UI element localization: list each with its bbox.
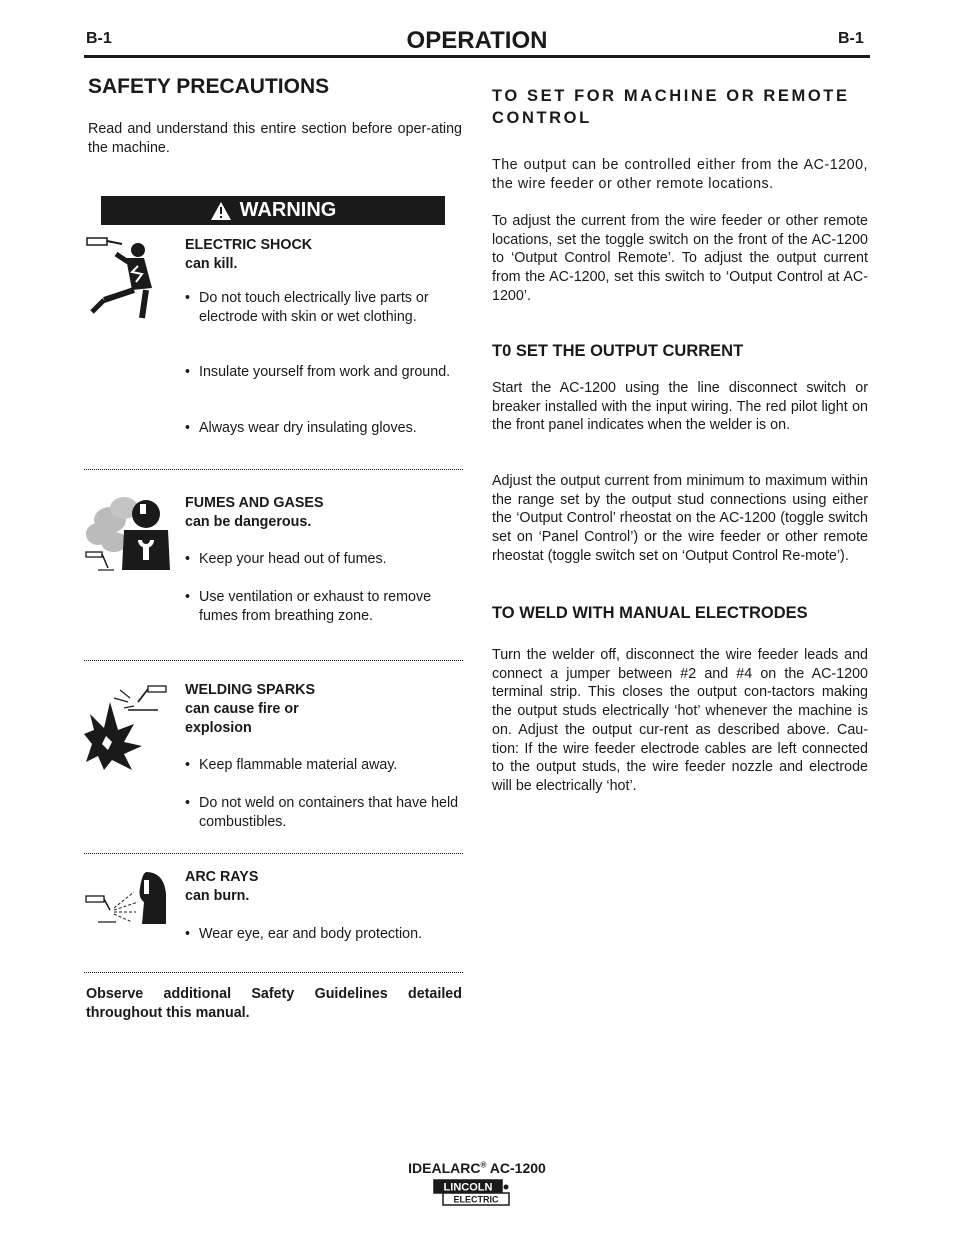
welding-sparks-title: WELDING SPARKS (185, 682, 315, 698)
bullet-item (185, 756, 460, 775)
welding-sparks-subtitle-2: explosion (185, 720, 252, 736)
warning-banner (101, 196, 445, 225)
section-divider (84, 972, 463, 973)
bullet-text: Do not touch electrically live parts or electrode with skin or wet clothing. (199, 290, 429, 325)
lincoln-electric-logo (433, 1179, 511, 1206)
welding-sparks-icon (84, 684, 176, 772)
bullet-text: Keep your head out of fumes. (199, 551, 387, 567)
footer-product (0, 1160, 954, 1176)
bullet-item (185, 588, 460, 626)
page-number-right: B-1 (838, 30, 864, 47)
bullet-text: Always wear dry insulating gloves. (199, 420, 417, 436)
manual-electrodes-text: Turn the welder off, disconnect the wire feeder leads and connect a jumper between #2 and #4 on the AC-1200 terminal strip. This closes the output con-tactors making the output studs electrically ‘hot’ whenever the machine is on. Adjust the output cur-rent as described above. Cau-tion: If the wire feeder electrode cables are left connected to the output studs, the wire feeder nozzle and electrode will be electrically ‘hot’. (492, 647, 868, 794)
bullet-dot: • (185, 795, 191, 811)
bullet-dot: • (185, 420, 191, 436)
electric-shock-subtitle: can kill. (185, 256, 238, 272)
bullet-item (185, 794, 460, 832)
registered-mark: ® (480, 1160, 487, 1170)
bullet-dot: • (185, 364, 191, 380)
bullet-dot: • (185, 757, 191, 773)
bullet-item (185, 925, 460, 944)
output-current-text-1: Start the AC-1200 using the line disconnect switch or breaker installed with the input wiring. The red pilot light on the front panel indicates when the welder is on. (492, 380, 868, 434)
header-rule (84, 55, 870, 58)
safety-heading: SAFETY PRECAUTIONS (88, 75, 330, 98)
welding-sparks-subtitle: can cause fire or (185, 701, 299, 717)
arc-rays-subtitle: can burn. (185, 888, 250, 904)
logo-text-lincoln: LINCOLN (443, 1181, 493, 1194)
footer-model: AC-1200 (489, 1160, 546, 1176)
logo-text-electric: ELECTRIC (453, 1194, 499, 1205)
warning-triangle-icon (210, 201, 232, 221)
bullet-text: Keep flammable material away. (199, 757, 398, 773)
bullet-text: Use ventilation or exhaust to remove fumes from breathing zone. (199, 589, 432, 624)
fumes-title: FUMES AND GASES (185, 495, 324, 511)
electric-shock-title: ELECTRIC SHOCK (185, 237, 313, 253)
fumes-subtitle: can be dangerous. (185, 514, 312, 530)
section-divider (84, 469, 463, 470)
section-divider (84, 660, 463, 661)
output-current-heading: T0 SET THE OUTPUT CURRENT (492, 342, 744, 360)
arc-rays-title: ARC RAYS (185, 869, 259, 885)
machine-remote-heading: TO SET FOR MACHINE OR REMOTE CONTROL (492, 87, 850, 127)
arc-rays-icon (84, 868, 176, 928)
bullet-text: Insulate yourself from work and ground. (199, 364, 451, 380)
section-divider (84, 853, 463, 854)
manual-electrodes-heading: TO WELD WITH MANUAL ELECTRODES (492, 604, 808, 622)
bullet-item (185, 363, 460, 382)
fumes-icon (84, 494, 176, 574)
intro-text: Read and understand this entire section before oper-ating the machine. (88, 121, 462, 156)
electric-shock-icon (86, 236, 172, 320)
page-title: OPERATION (406, 27, 548, 54)
footer-product-name: IDEALARC (408, 1160, 481, 1176)
bullet-dot: • (185, 551, 191, 567)
observe-note: Observe additional Safety Guidelines detailed throughout this manual. (86, 986, 462, 1021)
bullet-dot: • (185, 290, 191, 306)
machine-remote-text-2: To adjust the current from the wire feeder or other remote locations, set the toggle switch on the front of the AC-1200 to ‘Output Control Remote’. To adjust the output current from the AC-1200, set this switch to ‘Output Control at AC-1200’. (492, 213, 868, 304)
warning-label: WARNING (239, 199, 337, 221)
bullet-text: Do not weld on containers that have held combustibles. (199, 795, 459, 830)
bullet-item (185, 550, 460, 569)
bullet-text: Wear eye, ear and body protection. (199, 926, 423, 942)
bullet-item (185, 289, 460, 327)
bullet-item (185, 419, 460, 438)
bullet-dot: • (185, 926, 191, 942)
bullet-dot: • (185, 589, 191, 605)
machine-remote-text-1: The output can be controlled either from the AC-1200, the wire feeder or other remote locations. (492, 157, 868, 192)
output-current-text-2: Adjust the output current from minimum to maximum within the range set by the output stud connections using either the ‘Output Control’ rheostat on the AC-1200 (toggle switch set on ‘Panel Control’) or the wire feeder or other remote rheostat (toggle switch set on ‘Output Control Re-mote’). (492, 473, 868, 564)
page-number-left: B-1 (86, 30, 112, 47)
